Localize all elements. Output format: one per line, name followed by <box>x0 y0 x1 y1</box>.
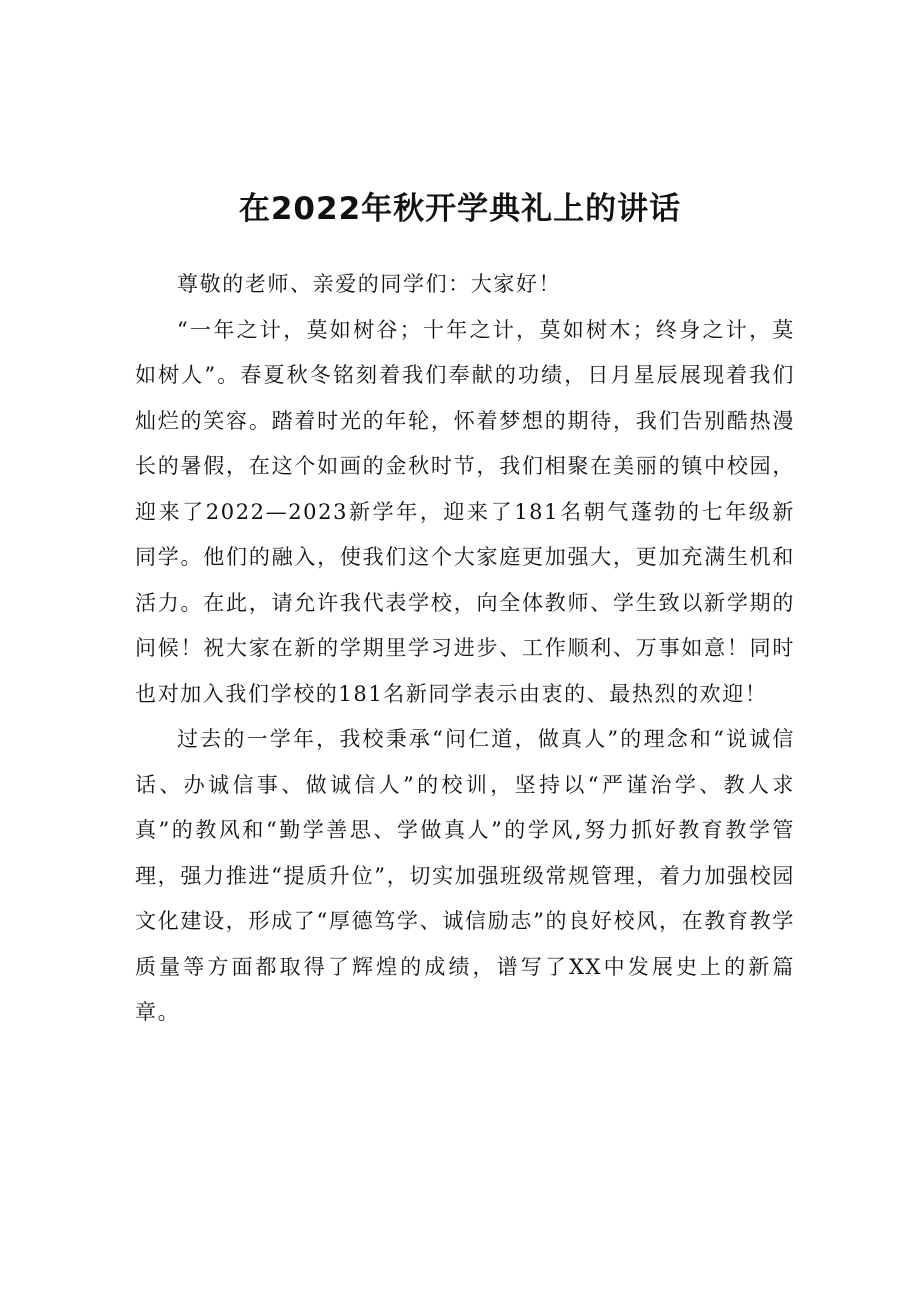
paragraph-review: 过去的一学年，我校秉承“问仁道，做真人”的理念和“说诚信话、办诚信事、做诚信人”的校训，坚持以“严谨治学、教人求真”的教风和“勤学善思、学做真人”的学风,努力抓好教育教学管理，强力推进“提质升位”，切实加强班级常规管理，着力加强校园文化建设，形成了“厚德笃学、诚信励志”的良好校风，在教育教学质量等方面都取得了辉煌的成绩，谱写了XX中发展史上的新篇章。 <box>135 727 795 1024</box>
document-title: 在2022年秋开学典礼上的讲话 <box>238 190 682 227</box>
document-body <box>135 262 795 1036</box>
paragraph-greeting: 尊敬的老师、亲爱的同学们：大家好！ <box>177 272 562 296</box>
paragraph-opening: “一年之计，莫如树谷；十年之计，莫如树木；终身之计，莫如树人”。春夏秋冬铭刻着我们奉献的功绩，日月星辰展现着我们灿烂的笑容。踏着时光的年轮，怀着梦想的期待，我们告别酷热漫长的暑假，在这个如画的金秋时节，我们相聚在美丽的镇中校园，迎来了2022—2023新学年，迎来了181名朝气蓬勃的七年级新同学。他们的融入，使我们这个大家庭更加强大，更加充满生机和活力。在此，请允许我代表学校，向全体教师、学生致以新学期的问候！祝大家在新的学期里学习进步、工作顺利、万事如意！同时也对加入我们学校的181名新同学表示由衷的、最热烈的欢迎！ <box>135 317 795 706</box>
